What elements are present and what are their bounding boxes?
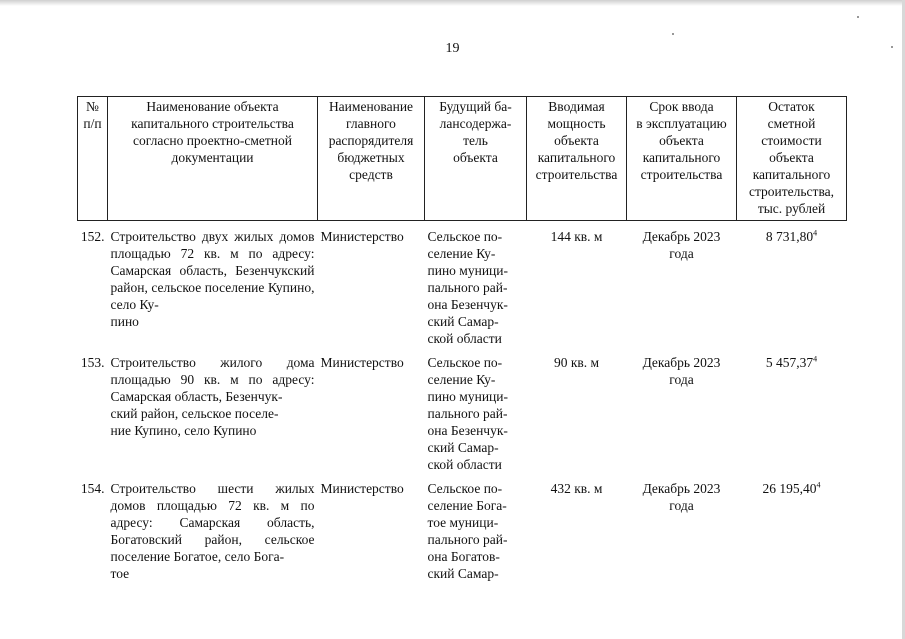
table-row [78, 473, 847, 598]
row-budget-manager: Министерство [320, 229, 404, 244]
capital-construction-table [77, 96, 847, 598]
row-capacity: 90 кв. м [553, 355, 600, 370]
row-capacity: 144 кв. м [550, 229, 603, 244]
table-row [78, 221, 847, 348]
header-object-name: Наименование объекта капитального строительства согласно проектно-сметной документации [108, 97, 318, 221]
cost-footnote-mark: 4 [813, 354, 818, 364]
row-future-holder: Сельское по- селение Ку- пино муници- пального рай- она Безенчук- ский Самар- ской области [427, 355, 508, 472]
row-object-name: Строительство шести жилых домов площадью 72 кв. м по адресу: Самарская область, Богатовский район, сельское поселение Богатое, село Бога- тое [110, 481, 315, 581]
scan-speck [857, 16, 859, 18]
row-commissioning-term: Декабрь 2023 года [642, 355, 721, 387]
row-remaining-cost [737, 221, 847, 348]
scan-speck [672, 33, 674, 35]
cost-footnote-mark: 4 [813, 228, 818, 238]
row-budget-manager: Министерство [320, 481, 404, 496]
header-commissioning-term: Срок ввода в эксплуатацию объекта капитального строительства [627, 97, 737, 221]
row-number: 153. [80, 355, 105, 370]
header-remaining-cost: Остаток сметной стоимости объекта капитального строительства, тыс. рублей [737, 97, 847, 221]
cost-value: 26 195,40 [762, 481, 817, 496]
cost-value: 8 731,80 [765, 229, 814, 244]
cost-footnote-mark: 4 [816, 480, 821, 490]
page-number: 19 [445, 41, 460, 56]
cost-value: 5 457,37 [765, 355, 814, 370]
header-budget-manager: Наименование главного распорядителя бюджетных средств [318, 97, 425, 221]
table-body [78, 221, 847, 599]
header-capacity: Вводимая мощность объекта капитального строительства [527, 97, 627, 221]
header-row [78, 97, 847, 221]
row-commissioning-term: Декабрь 2023 года [642, 481, 721, 513]
table-row [78, 347, 847, 473]
scan-top-edge [0, 0, 905, 6]
row-future-holder: Сельское по- селение Бога- тое муници- пального рай- она Богатов- ский Самар- [427, 481, 508, 581]
row-budget-manager: Министерство [320, 355, 404, 370]
row-number: 152. [80, 229, 105, 244]
row-capacity: 432 кв. м [550, 481, 603, 496]
row-number: 154. [80, 481, 105, 496]
row-object-name: Строительство жилого дома площадью 90 кв. м по адресу: Самарская область, Безенчук- ский район, сельское поселе- ние Купино, село Купино [110, 355, 315, 438]
table-header [78, 97, 847, 221]
row-remaining-cost [737, 473, 847, 598]
header-number: № п/п [78, 97, 108, 221]
row-commissioning-term: Декабрь 2023 года [642, 229, 721, 261]
row-future-holder: Сельское по- селение Ку- пино муници- пального рай- она Безенчук- ский Самар- ской области [427, 229, 508, 346]
row-object-name: Строительство двух жилых домов площадью 72 кв. м по адресу: Самарская область, Безенчукский район, сельское поселение Купино, село Ку- пино [110, 229, 315, 329]
header-future-holder: Будущий ба- лансодержа- тель объекта [425, 97, 527, 221]
row-remaining-cost [737, 347, 847, 473]
